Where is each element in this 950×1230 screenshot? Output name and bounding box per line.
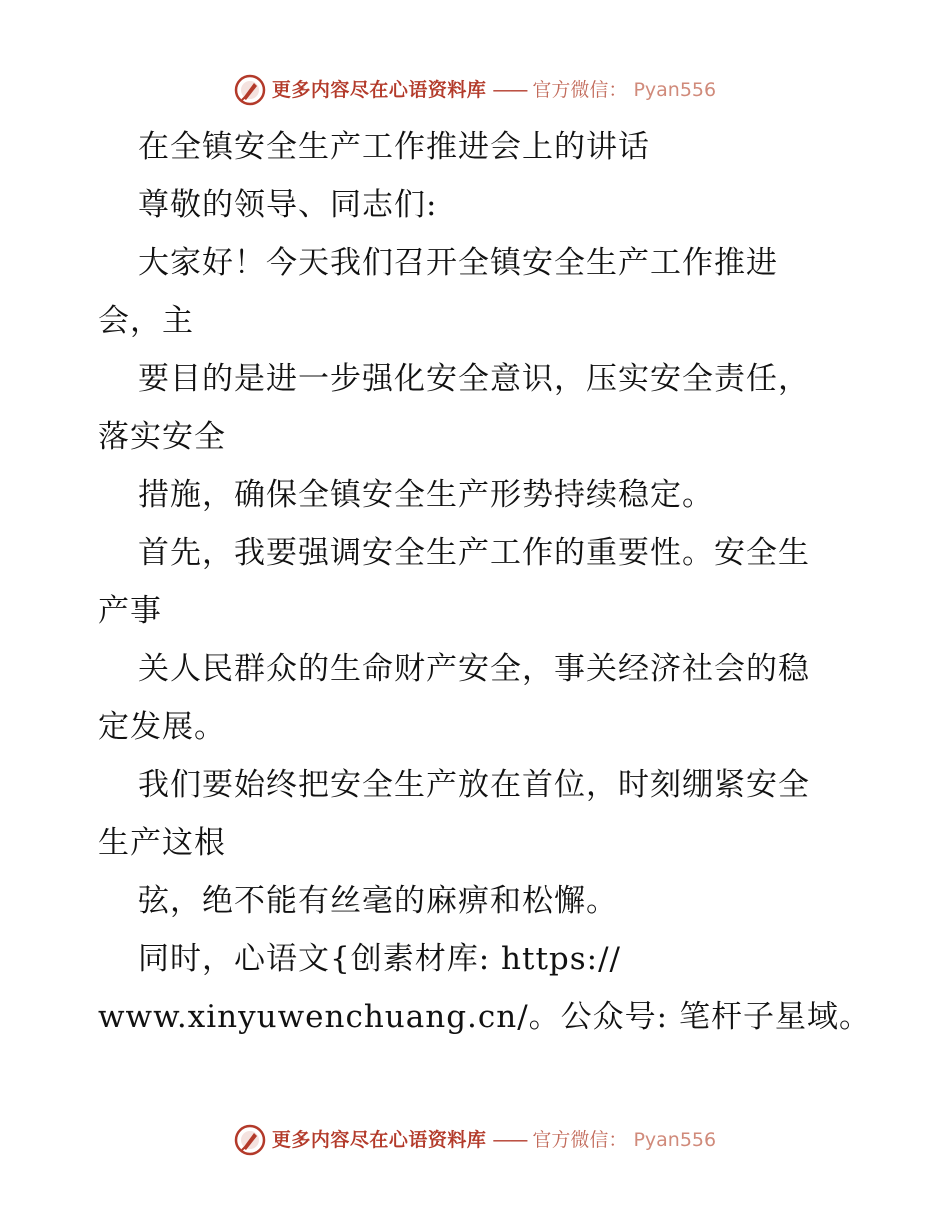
watermark-dash: ——	[492, 78, 527, 101]
doc-line: 尊敬的领导、同志们:	[138, 187, 438, 223]
doc-line: 落实安全	[98, 419, 226, 455]
doc-line: 要目的是进一步强化安全意识，压实安全责任，	[138, 361, 810, 397]
doc-line: 会，主	[98, 303, 194, 339]
quill-seal-icon	[234, 74, 266, 106]
doc-line: 大家好！今天我们召开全镇安全生产工作推进	[138, 245, 778, 281]
watermark-main-text: 更多内容尽在心语资料库	[271, 78, 487, 101]
doc-line: 定发展。	[98, 709, 226, 745]
watermark-footer	[0, 1120, 950, 1160]
watermark-wechat-id: Pyan556	[633, 1128, 717, 1151]
watermark-main-text: 更多内容尽在心语资料库	[271, 1128, 487, 1151]
watermark-wechat-id: Pyan556	[633, 78, 717, 101]
quill-seal-icon	[234, 1124, 266, 1156]
doc-line: 弦，绝不能有丝毫的麻痹和松懈。	[138, 883, 618, 919]
watermark-header	[0, 70, 950, 110]
doc-line: 首先，我要强调安全生产工作的重要性。安全生	[138, 535, 810, 571]
doc-line: 同时，心语文{创素材库: https://	[138, 941, 621, 977]
doc-line: 产事	[98, 593, 162, 629]
watermark-wechat-label: 官方微信：	[532, 1128, 628, 1151]
document-body	[98, 118, 871, 1046]
doc-line: 在全镇安全生产工作推进会上的讲话	[138, 129, 650, 165]
doc-line: 措施，确保全镇安全生产形势持续稳定。	[138, 477, 714, 513]
doc-line: 关人民群众的生命财产安全，事关经济社会的稳	[138, 651, 810, 687]
doc-line: www.xinyuwenchuang.cn/。公众号: 笔杆子星域。	[98, 999, 871, 1035]
watermark-wechat-label: 官方微信：	[532, 78, 628, 101]
doc-line: 生产这根	[98, 825, 226, 861]
watermark-dash: ——	[492, 1128, 527, 1151]
doc-line: 我们要始终把安全生产放在首位，时刻绷紧安全	[138, 767, 810, 803]
